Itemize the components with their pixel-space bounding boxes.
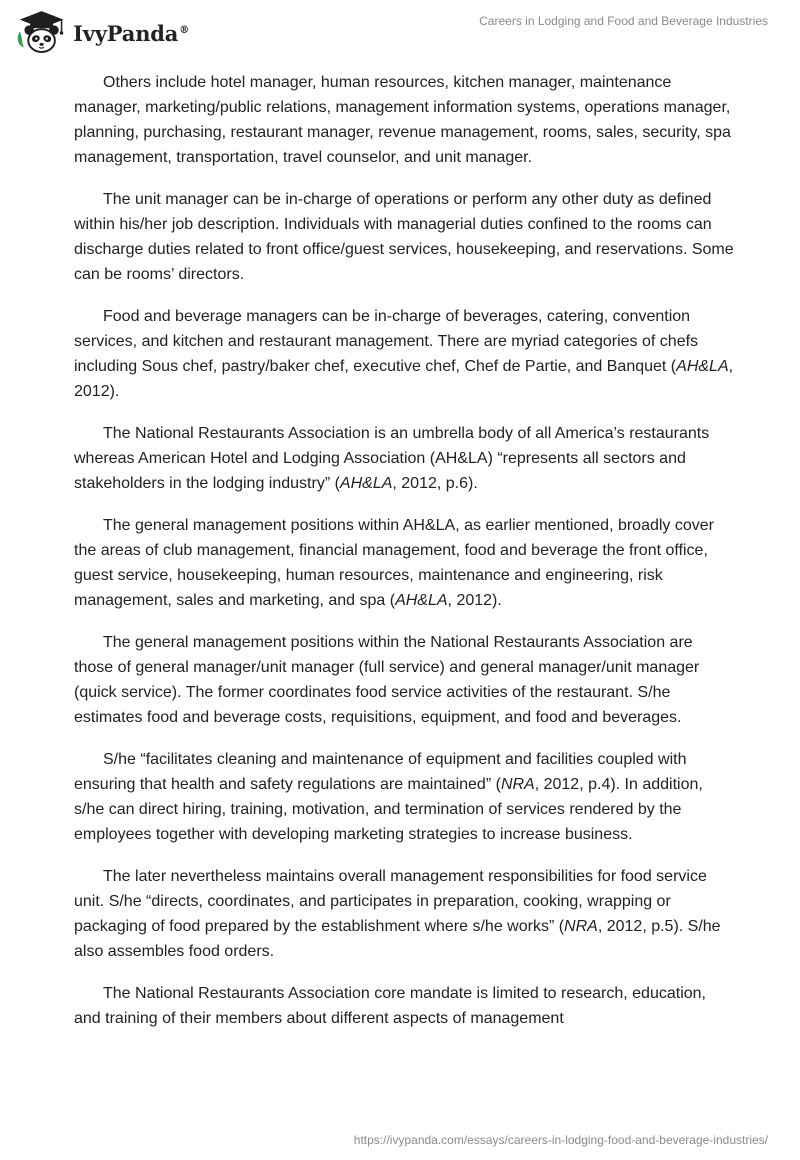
citation-source: AH&LA [339, 475, 393, 492]
essay-body [74, 70, 734, 1048]
paragraph [74, 864, 734, 964]
paragraph-text: The unit manager can be in-charge of operations or perform any other duty as defined within his/her job description. Individuals with managerial duties confined to the rooms can discharge duties related to front office/guest services, housekeeping, and reservations. Some can be rooms’ directors. [74, 191, 734, 283]
paragraph-text: The later nevertheless maintains overall management responsibilities for food service unit. S/he “directs, coordinates, and participates in preparation, cooking, wrapping or packaging of food prepared by the establishment where s/he works” ( [74, 868, 707, 935]
citation-tail: , 2012). [74, 358, 734, 400]
ivypanda-logo[interactable] [14, 8, 189, 56]
citation-tail: , 2012). [447, 592, 502, 609]
paragraph-text: The National Restaurants Association core mandate is limited to research, education, and training of their members about different aspects of management [74, 985, 706, 1027]
citation-source: NRA [500, 776, 535, 793]
citation-tail: , 2012, p.6). [392, 475, 478, 492]
paragraph-text: S/he “facilitates cleaning and maintenance of equipment and facilities coupled with ensuring that health and safety regulations are maintained” ( [74, 751, 687, 793]
paragraph [74, 421, 734, 496]
document-title: Careers in Lodging and Food and Beverage Industries [479, 14, 768, 28]
brand-name-text: IvyPanda [73, 20, 179, 46]
citation-source: NRA [564, 918, 598, 935]
paragraph [74, 187, 734, 287]
paragraph-text: Others include hotel manager, human resources, kitchen manager, maintenance manager, marketing/public relations, management information systems, operations manager, planning, purchasing, restaurant manager, revenue management, rooms, sales, security, spa management, transportation, travel counselor, and unit manager. [74, 74, 731, 166]
paragraph-text: The general management positions within AH&LA, as earlier mentioned, broadly cover the areas of club management, financial management, food and beverage the front office, guest service, housekeeping, human resources, maintenance and engineering, risk management, sales and marketing, and spa ( [74, 517, 714, 609]
paragraph [74, 981, 734, 1031]
citation-tail: , 2012, p.4). In addition, s/he can direct hiring, training, motivation, and termination of services rendered by the employees together with developing marketing strategies to increase business. [74, 776, 703, 843]
paragraph [74, 630, 734, 730]
paragraph-text: The general management positions within the National Restaurants Association are those of general manager/unit manager (full service) and general manager/unit manager (quick service). The former coordinates food service activities of the restaurant. S/he estimates food and beverage costs, requisitions, equipment, and food and beverages. [74, 634, 700, 726]
paragraph [74, 747, 734, 847]
registered-mark: ® [179, 24, 189, 36]
brand-name [73, 21, 189, 46]
page-header [0, 0, 800, 64]
panda-graduate-icon [14, 8, 69, 56]
paragraph [74, 304, 734, 404]
citation-tail: , 2012, p.5). S/he also assembles food orders. [74, 918, 721, 960]
citation-source: AH&LA [676, 358, 729, 375]
source-url-link[interactable]: https://ivypanda.com/essays/careers-in-lodging-food-and-beverage-industries/ [353, 1133, 768, 1147]
paragraph-text: Food and beverage managers can be in-charge of beverages, catering, convention services, and kitchen and restaurant management. There are myriad categories of chefs including Sous chef, pastry/baker chef, executive chef, Chef de Partie, and Banquet ( [74, 308, 699, 375]
paragraph [74, 513, 734, 613]
paragraph [74, 70, 734, 170]
paragraph-text: The National Restaurants Association is an umbrella body of all America’s restaurants whereas American Hotel and Lodging Association (AH&LA) “represents all sectors and stakeholders in the lodging industry” ( [74, 425, 710, 492]
citation-source: AH&LA [395, 592, 448, 609]
